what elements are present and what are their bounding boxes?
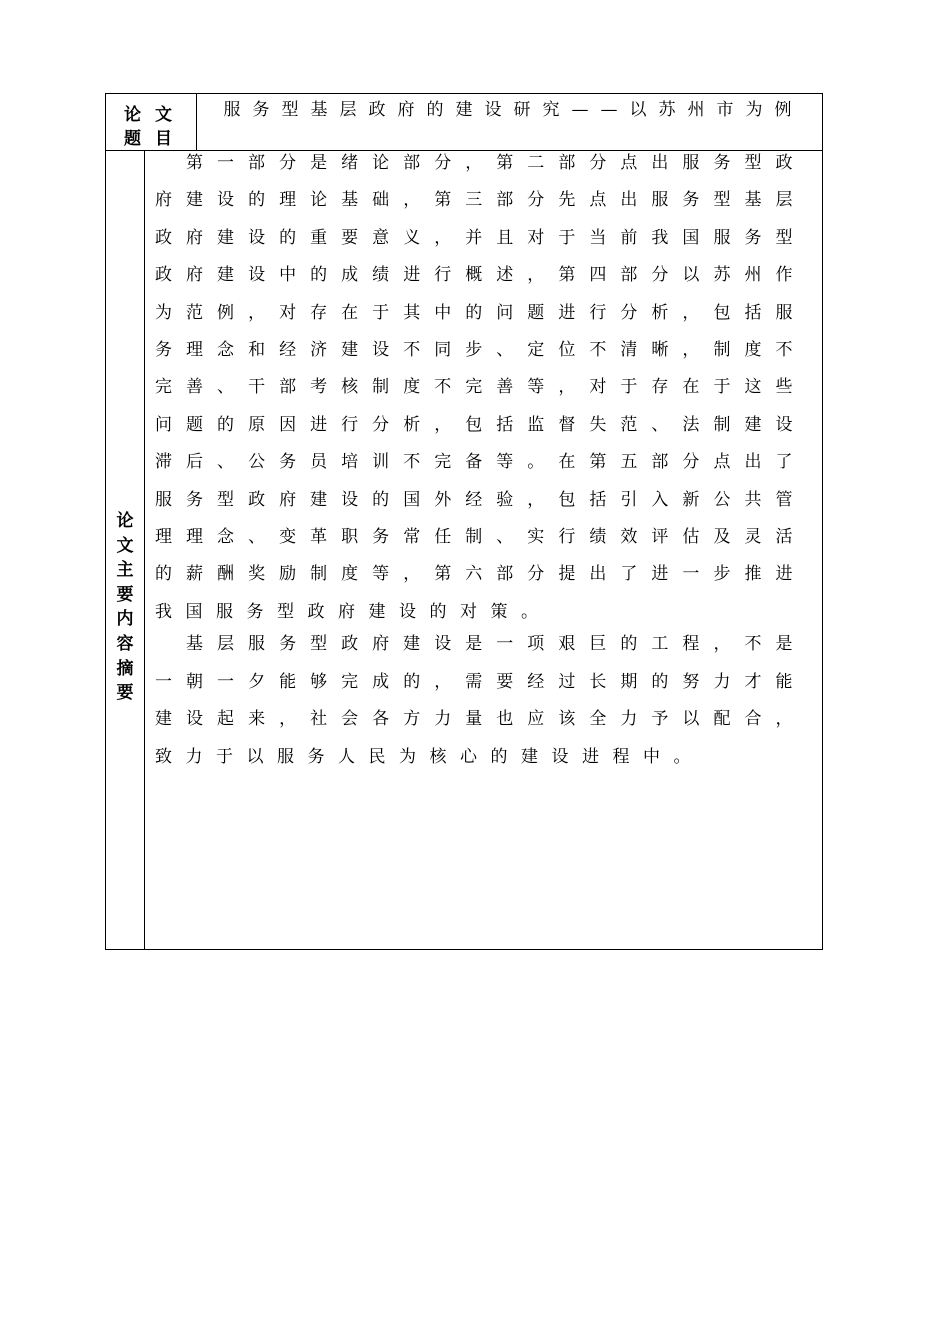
abstract-label-char: 摘 — [116, 658, 134, 679]
abstract-label-char: 论 — [116, 511, 134, 531]
thesis-title-label-line1: 论文 — [124, 105, 186, 125]
abstract-label-char: 要 — [116, 683, 134, 704]
thesis-title-label-line2: 题目 — [124, 129, 186, 149]
thesis-form-table — [105, 93, 823, 950]
abstract-label-char: 内 — [116, 609, 134, 630]
thesis-title-value: 服务型基层政府的建设研究——以苏州市为例 — [223, 100, 804, 120]
abstract-label-char: 要 — [116, 584, 134, 605]
abstract-body — [145, 151, 822, 949]
abstract-label-text — [106, 509, 144, 706]
abstract-label-char: 文 — [116, 535, 134, 556]
thesis-title-row — [106, 94, 822, 151]
thesis-title-label — [106, 94, 197, 150]
abstract-label-char: 容 — [116, 633, 134, 654]
abstract-paragraph-1: 第一部分是绪论部分，第二部分点出服务型政府建设的理论基础，第三部分先点出服务型基层政府建设的重要意义，并且对于当前我国服务型政府建设中的成绩进行概述，第四部分以苏州作为范例，对存在于其中的问题进行分析，包括服务理念和经济建设不同步、定位不清晰，制度不完善、干部考核制度不完善等，对于存在于这些问题的原因进行分析，包括监督失范、法制建设滞后、公务员培训不完备等。在第五部分点出了服务型政府建设的国外经验，包括引入新公共管理理念、变革职务常任制、实行绩效评估及灵活的薪酬奖励制度等，第六部分提出了进一步推进我国服务型政府建设的对策。 — [155, 153, 806, 622]
abstract-paragraph-2: 基层服务型政府建设是一项艰巨的工程，不是一朝一夕能够完成的，需要经过长期的努力才能建设起来，社会各方力量也应该全力予以配合，致力于以服务人民为核心的建设进程中。 — [155, 634, 806, 767]
abstract-label-char: 主 — [116, 560, 134, 581]
abstract-label — [106, 151, 145, 949]
